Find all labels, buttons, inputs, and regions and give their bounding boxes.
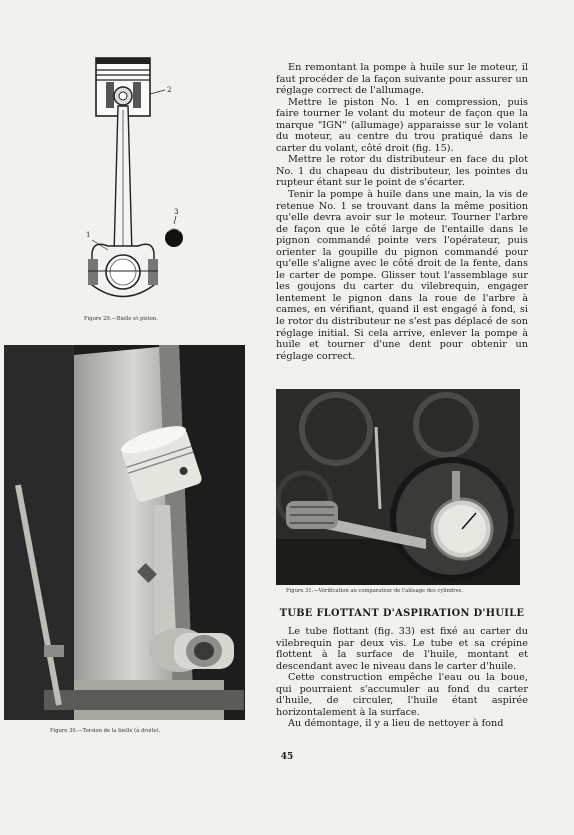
page-number: 45 bbox=[280, 752, 294, 762]
figure-30-photo bbox=[4, 345, 245, 720]
text-column-top bbox=[276, 62, 528, 362]
text-column-bottom bbox=[276, 626, 528, 730]
figure-29-caption: Figure 29.—Bielle et piston. bbox=[84, 316, 158, 322]
paragraph: Cette construction empêche l'eau ou la boue, qui pourraient s'accumuler au fond du carter d'huile, de circuler, l'huile étant aspirée horizontalement à la surface. bbox=[276, 672, 528, 718]
figure-31-photo bbox=[276, 389, 520, 585]
figure-30-caption: Figure 30.—Torsion de la bielle (à droite). bbox=[50, 728, 161, 734]
section-heading: TUBE FLOTTANT D'ASPIRATION D'HUILE bbox=[279, 608, 525, 619]
label-2: 2 bbox=[167, 86, 172, 94]
paragraph: Mettre le rotor du distributeur en face du plot No. 1 du chapeau du distributeur, les pointes du rupteur étant sur le point de s'écarter. bbox=[276, 154, 528, 189]
label-1: 1 bbox=[86, 231, 91, 239]
paragraph: Tenir la pompe à huile dans une main, la vis de retenue No. 1 se trouvant dans la même position qu'elle devra avoir sur le moteur. Tourner l'arbre de façon que le côté large de l'entaille dans le pignon commandé pointe vers l'opérateur, puis orienter la goupille du pignon commandé pour qu'elle s'aligne avec le côté droit de la fente, dans le carter de pompe. Glisser tout l'assemblage sur les goujons du carter du vilebrequin, engager lentement le pignon dans la roue de l'arbre à cames, en vérifiant, quand il est engagé à fond, si le rotor du distributeur ne s'est pas déplacé de son réglage initial. Si cela arrive, enlever la pompe à huile et tourner d'une dent pour obtenir un réglage correct. bbox=[276, 189, 528, 362]
paragraph: Le tube flottant (fig. 33) est fixé au carter du vilebrequin par deux vis. Le tube et sa crépine flottent à la surface de l'huile, montant et descendant avec le niveau dans le carter d'huile. bbox=[276, 626, 528, 672]
figure-29-connecting-rod-drawing bbox=[78, 50, 193, 312]
paragraph: Au démontage, il y a lieu de nettoyer à fond bbox=[288, 718, 504, 730]
label-3: 3 bbox=[174, 208, 179, 216]
paragraph: Mettre le piston No. 1 en compression, puis faire tourner le volant du moteur de façon que la marque "IGN" (allumage) apparaisse sur le volant du moteur, au centre du trou pratiqué dans le carter du volant, côté droit (fig. 15). bbox=[276, 96, 528, 154]
paragraph: En remontant la pompe à huile sur le moteur, il faut procéder de la façon suivante pour assurer un réglage correct de l'allumage. bbox=[276, 62, 528, 97]
figure-31-caption: Figure 31.—Vérification au comparateur de l'alésage des cylindres. bbox=[286, 588, 464, 594]
